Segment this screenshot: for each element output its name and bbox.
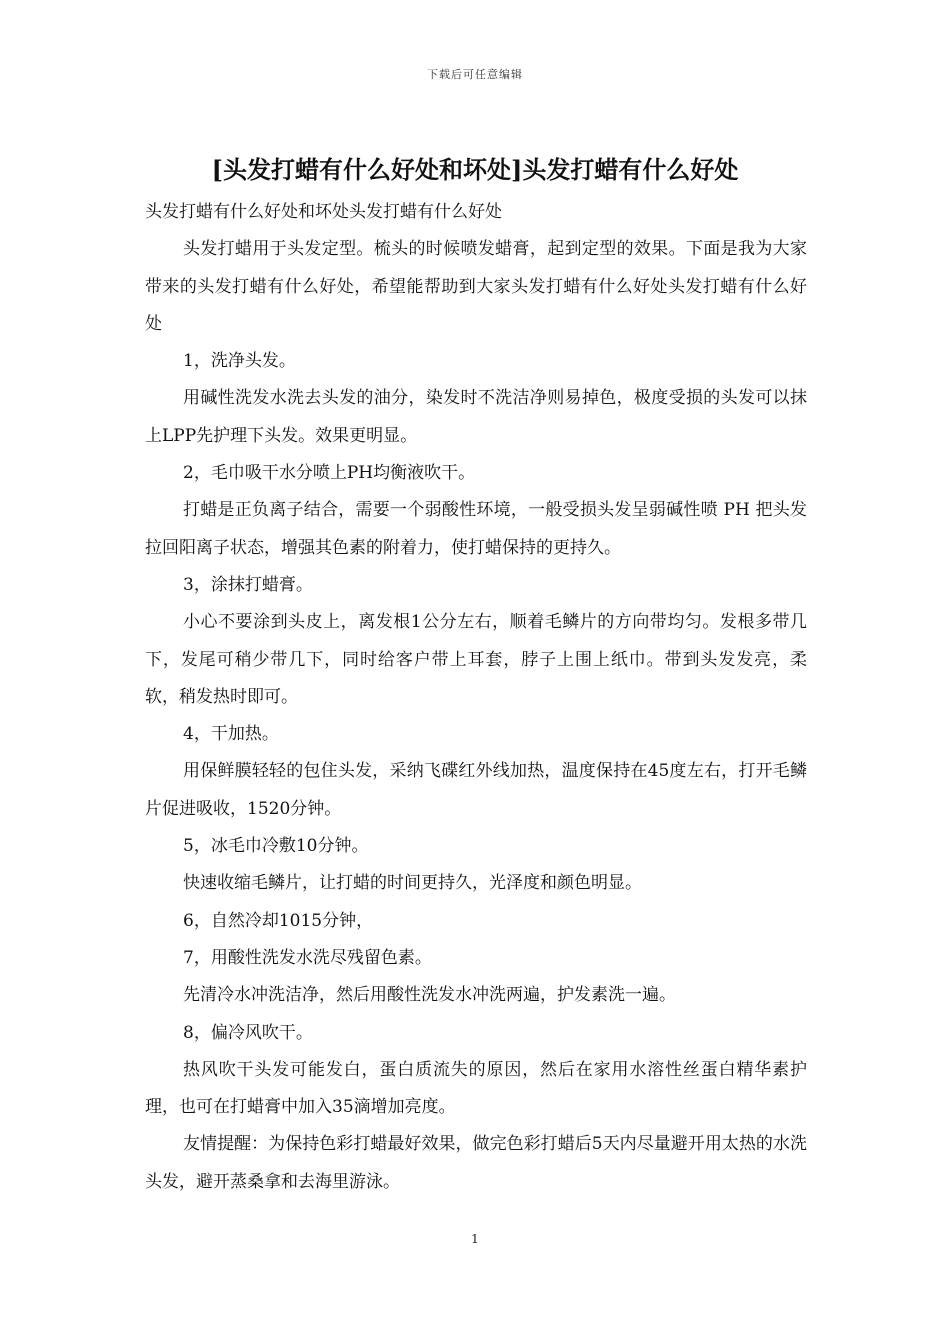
step-heading: 5，冰毛巾冷敷10分钟。 [183,836,369,857]
step-heading: 1，洗净头发。 [183,351,296,372]
paragraph: 热风吹干头发可能发白，蛋白质流失的原因，然后在家用水溶性丝蛋白精华素护理，也可在打蜡膏中加入35滴增加亮度。 [145,1059,807,1118]
document-title: [头发打蜡有什么好处和坏处]头发打蜡有什么好处 [211,155,739,184]
header-note: 下载后可任意编辑 [427,68,523,81]
paragraph: 头发打蜡有什么好处和坏处头发打蜡有什么好处 [145,202,502,222]
step-heading: 2，毛巾吸干水分喷上PH均衡液吹干。 [183,463,476,484]
paragraph: 友情提醒：为保持色彩打蜡最好效果，做完色彩打蜡后5天内尽量避开用太热的水洗头发，避开蒸桑拿和去海里游泳。 [145,1134,807,1192]
page-number: 1 [471,1232,479,1246]
paragraph: 用碱性洗发水洗去头发的油分，染发时不洗洁净则易掉色，极度受损的头发可以抹上LPP先护理下头发。效果更明显。 [145,388,807,446]
paragraph: 头发打蜡用于头发定型。梳头的时候喷发蜡膏，起到定型的效果。下面是我为大家带来的头发打蜡有什么好处，希望能帮助到大家头发打蜡有什么好处头发打蜡有什么好处 [145,239,807,334]
step-heading: 6，自然冷却1015分钟， [183,910,374,931]
step-heading: 8，偏冷风吹干。 [183,1022,313,1043]
paragraph: 打蜡是正负离子结合，需要一个弱酸性环境，一般受损头发呈弱碱性喷 PH 把头发拉回阳离子状态，增强其色素的附着力，使打蜡保持的更持久。 [145,500,807,558]
paragraph: 快速收缩毛鳞片，让打蜡的时间更持久，光泽度和颜色明显。 [183,873,642,894]
paragraph: 小心不要涂到头皮上，离发根1公分左右，顺着毛鳞片的方向带均匀。发根多带几下，发尾可稍少带几下，同时给客户带上耳套，脖子上围上纸巾。带到头发发亮，柔软，稍发热时即可。 [145,612,807,707]
document-body [145,194,807,1201]
paragraph: 用保鲜膜轻轻的包住头发，采纳飞碟红外线加热，温度保持在45度左右，打开毛鳞片促进吸收，1520分钟。 [145,761,807,819]
step-heading: 4，干加热。 [183,724,279,745]
step-heading: 7，用酸性洗发水洗尽残留色素。 [183,947,432,968]
paragraph: 先清冷水冲洗洁净，然后用酸性洗发水冲洗两遍，护发素洗一遍。 [183,985,676,1006]
step-heading: 3，涂抹打蜡膏。 [183,574,313,595]
